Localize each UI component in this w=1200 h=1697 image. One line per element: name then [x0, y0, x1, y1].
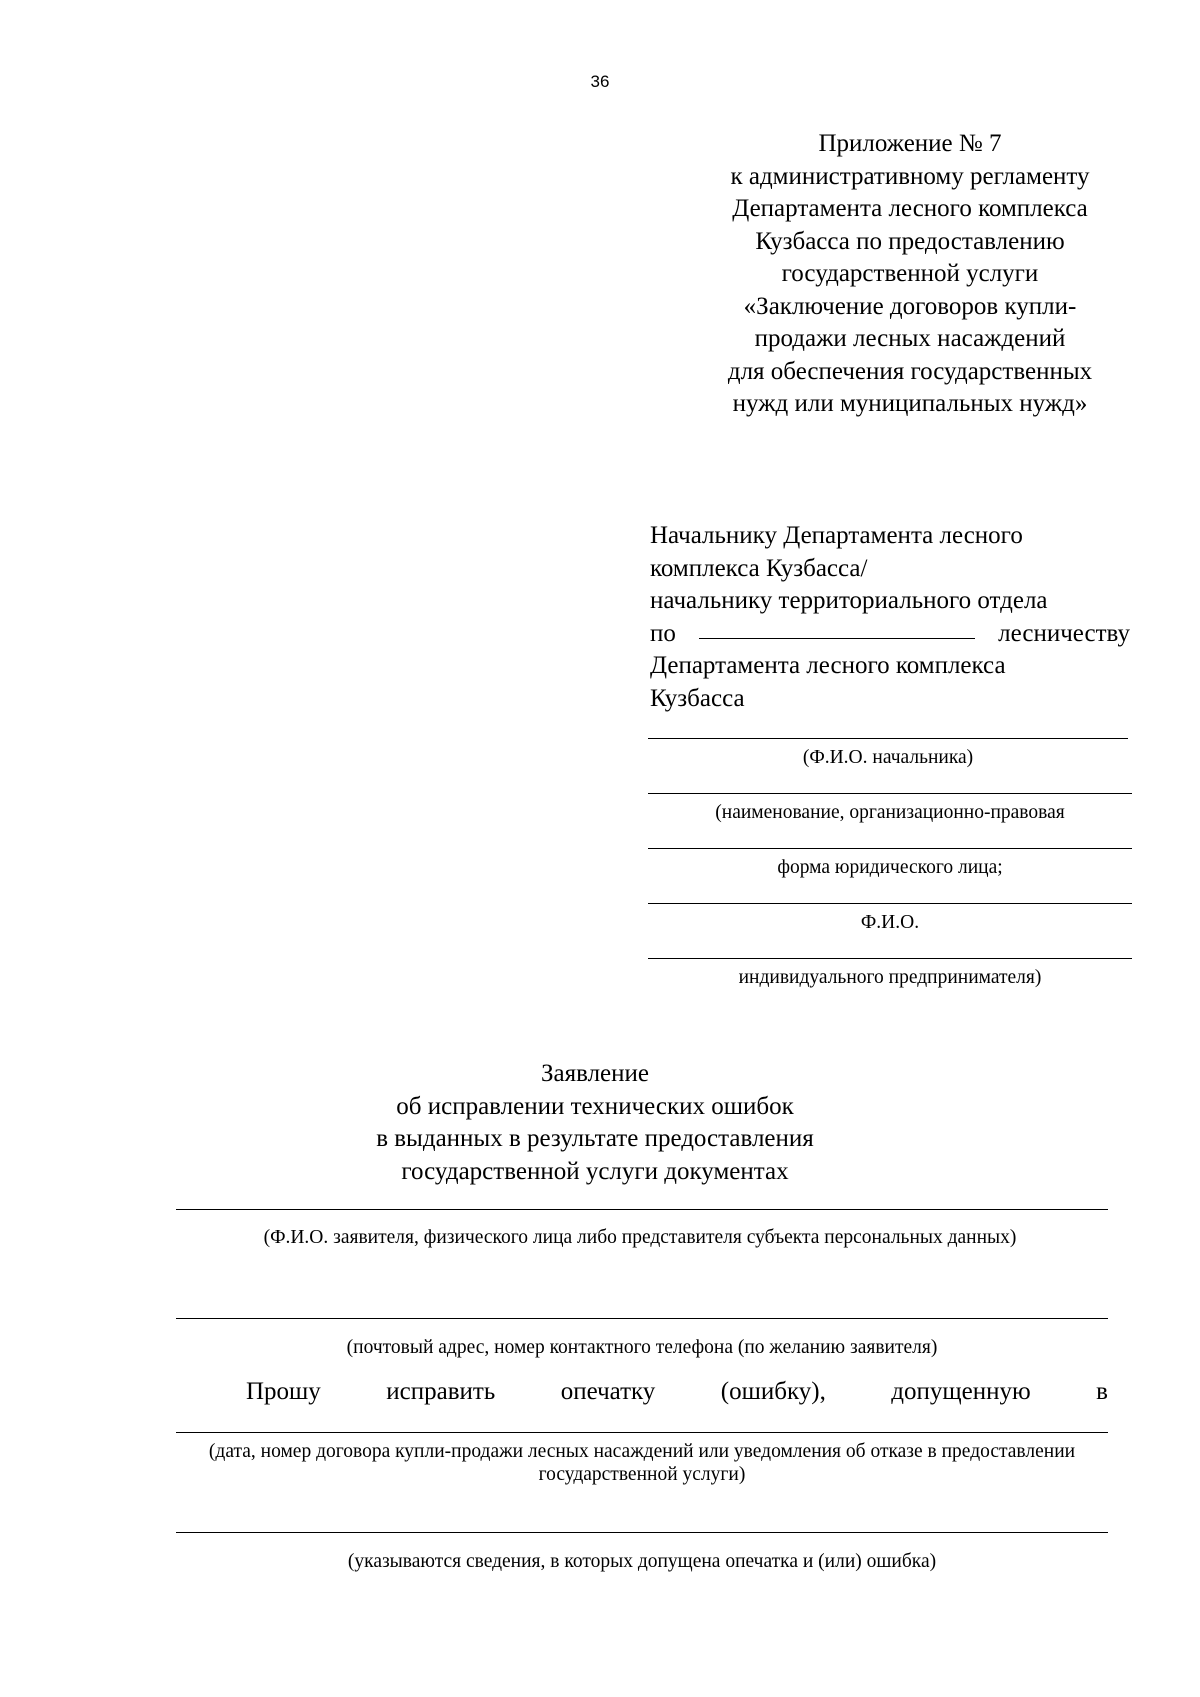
appendix-line: Департамента лесного комплекса — [732, 195, 1088, 222]
request-sentence — [246, 1378, 1108, 1406]
title-line: государственной услуги документах — [401, 1157, 789, 1185]
addressee-line: Департамента лесного комплекса — [650, 652, 1006, 679]
organization-caption: (наименование, организационно-правовая — [715, 802, 1065, 823]
entrepreneur-caption: индивидуального предпринимателя) — [738, 967, 1042, 988]
applicant-name-field[interactable] — [176, 1209, 1108, 1210]
document-title — [150, 1058, 1040, 1188]
details-caption: (указываются сведения, в которых допущена опечатка и (или) ошибка) — [347, 1551, 937, 1572]
forestry-prefix: по — [650, 619, 676, 647]
appendix-line: для обеспечения государственных — [727, 357, 1093, 385]
appendix-line: Кузбасса по предоставлению — [755, 227, 1065, 255]
error-details-field[interactable] — [176, 1532, 1108, 1533]
title-line: в выданных в результате предоставления — [376, 1125, 814, 1152]
request-word: (ошибку), — [720, 1378, 826, 1405]
page-number: 36 — [590, 72, 610, 91]
appendix-block — [690, 128, 1130, 421]
addressee-block — [650, 520, 1130, 715]
request-word: исправить — [386, 1378, 496, 1405]
legal-form-field[interactable] — [648, 848, 1132, 849]
title-line: об исправлении технических ошибок — [396, 1092, 794, 1120]
request-word: в — [1096, 1378, 1108, 1405]
addressee-line: Начальнику Департамента лесного — [650, 522, 1023, 549]
forestry-line — [650, 618, 1130, 651]
organization-field[interactable] — [648, 793, 1132, 794]
entrepreneur-field[interactable] — [648, 958, 1132, 959]
title-line: Заявление — [540, 1060, 650, 1087]
head-name-field[interactable] — [648, 738, 1128, 739]
request-word: допущенную — [891, 1378, 1031, 1405]
appendix-line: продажи лесных насаждений — [754, 325, 1066, 352]
request-word: опечатку — [560, 1378, 656, 1405]
appendix-line: нужд или муниципальных нужд» — [732, 390, 1088, 417]
appendix-line: государственной услуги — [781, 260, 1039, 287]
applicant-caption: (Ф.И.О. заявителя, физического лица либо представителя субъекта персональных данных) — [263, 1227, 1017, 1248]
appendix-line: «Заключение договоров купли- — [743, 292, 1077, 320]
forestry-suffix: лесничеству — [998, 619, 1130, 647]
addressee-line: начальнику территориального отдела — [650, 587, 1048, 614]
forestry-name-field[interactable] — [699, 618, 975, 639]
entrepreneur-name-field[interactable] — [648, 903, 1132, 904]
document-details-field[interactable] — [176, 1432, 1108, 1433]
head-name-caption: (Ф.И.О. начальника) — [802, 747, 974, 768]
address-field[interactable] — [176, 1318, 1108, 1319]
legal-form-caption: форма юридического лица; — [777, 857, 1003, 878]
address-caption: (почтовый адрес, номер контактного телефона (по желанию заявителя) — [346, 1337, 938, 1358]
appendix-line: к административному регламенту — [730, 162, 1090, 190]
appendix-line: Приложение № 7 — [818, 130, 1002, 157]
request-word: Прошу — [246, 1378, 321, 1405]
addressee-line: комплекса Кузбасса/ — [650, 554, 868, 582]
addressee-line: Кузбасса — [650, 684, 745, 712]
entrepreneur-name-caption: Ф.И.О. — [860, 912, 920, 933]
document-caption: (дата, номер договора купли-продажи лесных насаждений или уведомления об отказе в предоставлении государственной услуги) — [208, 1441, 1076, 1485]
